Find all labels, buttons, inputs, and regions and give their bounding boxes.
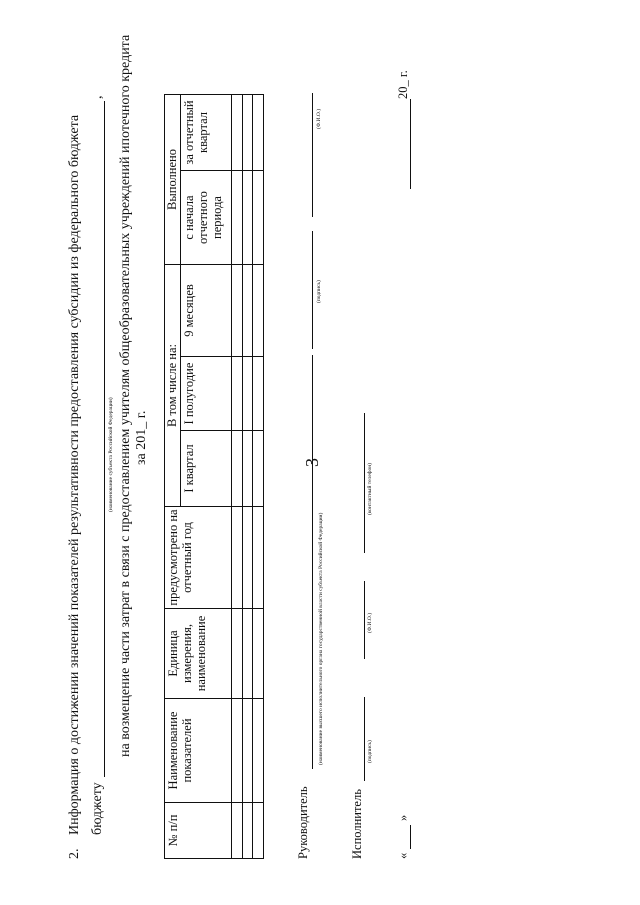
head-label: Руководитель bbox=[296, 786, 310, 859]
table-row bbox=[253, 95, 264, 859]
heading-line-2-prefix: бюджету bbox=[90, 782, 105, 835]
indicators-table bbox=[164, 94, 264, 859]
date-month-line[interactable] bbox=[410, 99, 411, 189]
date-close-quote: » bbox=[396, 814, 410, 821]
table-row bbox=[232, 95, 243, 859]
executor-signature-line[interactable] bbox=[364, 697, 365, 781]
executor-label: Исполнитель bbox=[350, 789, 364, 859]
executor-phone-caption: (контактный телефон) bbox=[367, 463, 373, 515]
head-authority-line[interactable] bbox=[312, 355, 313, 769]
col-header-name: Наименование показателей bbox=[165, 699, 232, 803]
col-header-unit: Единица измерения, наименование bbox=[165, 609, 232, 699]
heading-line-1: Информация о достижении значений показателей результативности предоставления субсидии из федерального бюджета bbox=[67, 114, 82, 835]
head-signature-line[interactable] bbox=[312, 231, 313, 349]
date-day-line[interactable] bbox=[410, 825, 411, 849]
date-open-quote: « bbox=[396, 852, 410, 859]
head-signature-caption: (подпись) bbox=[316, 280, 322, 303]
head-fio-caption: (Ф.И.О.) bbox=[316, 108, 322, 129]
col-header-no: № п/п bbox=[165, 803, 232, 859]
head-authority-caption: (наименование высшего исполнительного органа государственной власти субъекта Российской Федерации) bbox=[318, 512, 324, 765]
subject-caption: (наименование субъекта Российской Федерации) bbox=[108, 397, 114, 512]
heading-line-2-suffix: , bbox=[90, 95, 105, 99]
sub-header-quarter: за отчетный квартал bbox=[180, 95, 231, 171]
group-header-done: Выполнено bbox=[165, 95, 181, 265]
date-year: 20_ г. bbox=[396, 70, 410, 99]
sub-header-9m: 9 месяцев bbox=[180, 265, 231, 357]
section-number: 2. bbox=[67, 848, 82, 859]
executor-phone-line[interactable] bbox=[364, 413, 365, 553]
sub-header-q1: I квартал bbox=[180, 431, 231, 507]
executor-signature-caption: (подпись) bbox=[367, 740, 373, 763]
col-header-planned: предусмотрено на отчетный год bbox=[165, 507, 232, 609]
executor-fio-line[interactable] bbox=[364, 581, 365, 659]
heading-line-3: на возмещение части затрат в связи с предоставлением учителям общеобразовательных учреждений ипотечного кредита bbox=[118, 34, 133, 757]
heading-line-4: за 201_ г. bbox=[134, 410, 149, 465]
table-row bbox=[242, 95, 253, 859]
page-number: 3 bbox=[302, 458, 322, 467]
executor-fio-caption: (Ф.И.О.) bbox=[367, 612, 373, 633]
sub-header-since-start: с начала отчетного периода bbox=[180, 171, 231, 265]
group-header-including: В том числе на: bbox=[165, 265, 181, 507]
subject-name-line bbox=[104, 101, 105, 777]
head-fio-line[interactable] bbox=[312, 93, 313, 217]
sub-header-h1: I полугодие bbox=[180, 357, 231, 431]
